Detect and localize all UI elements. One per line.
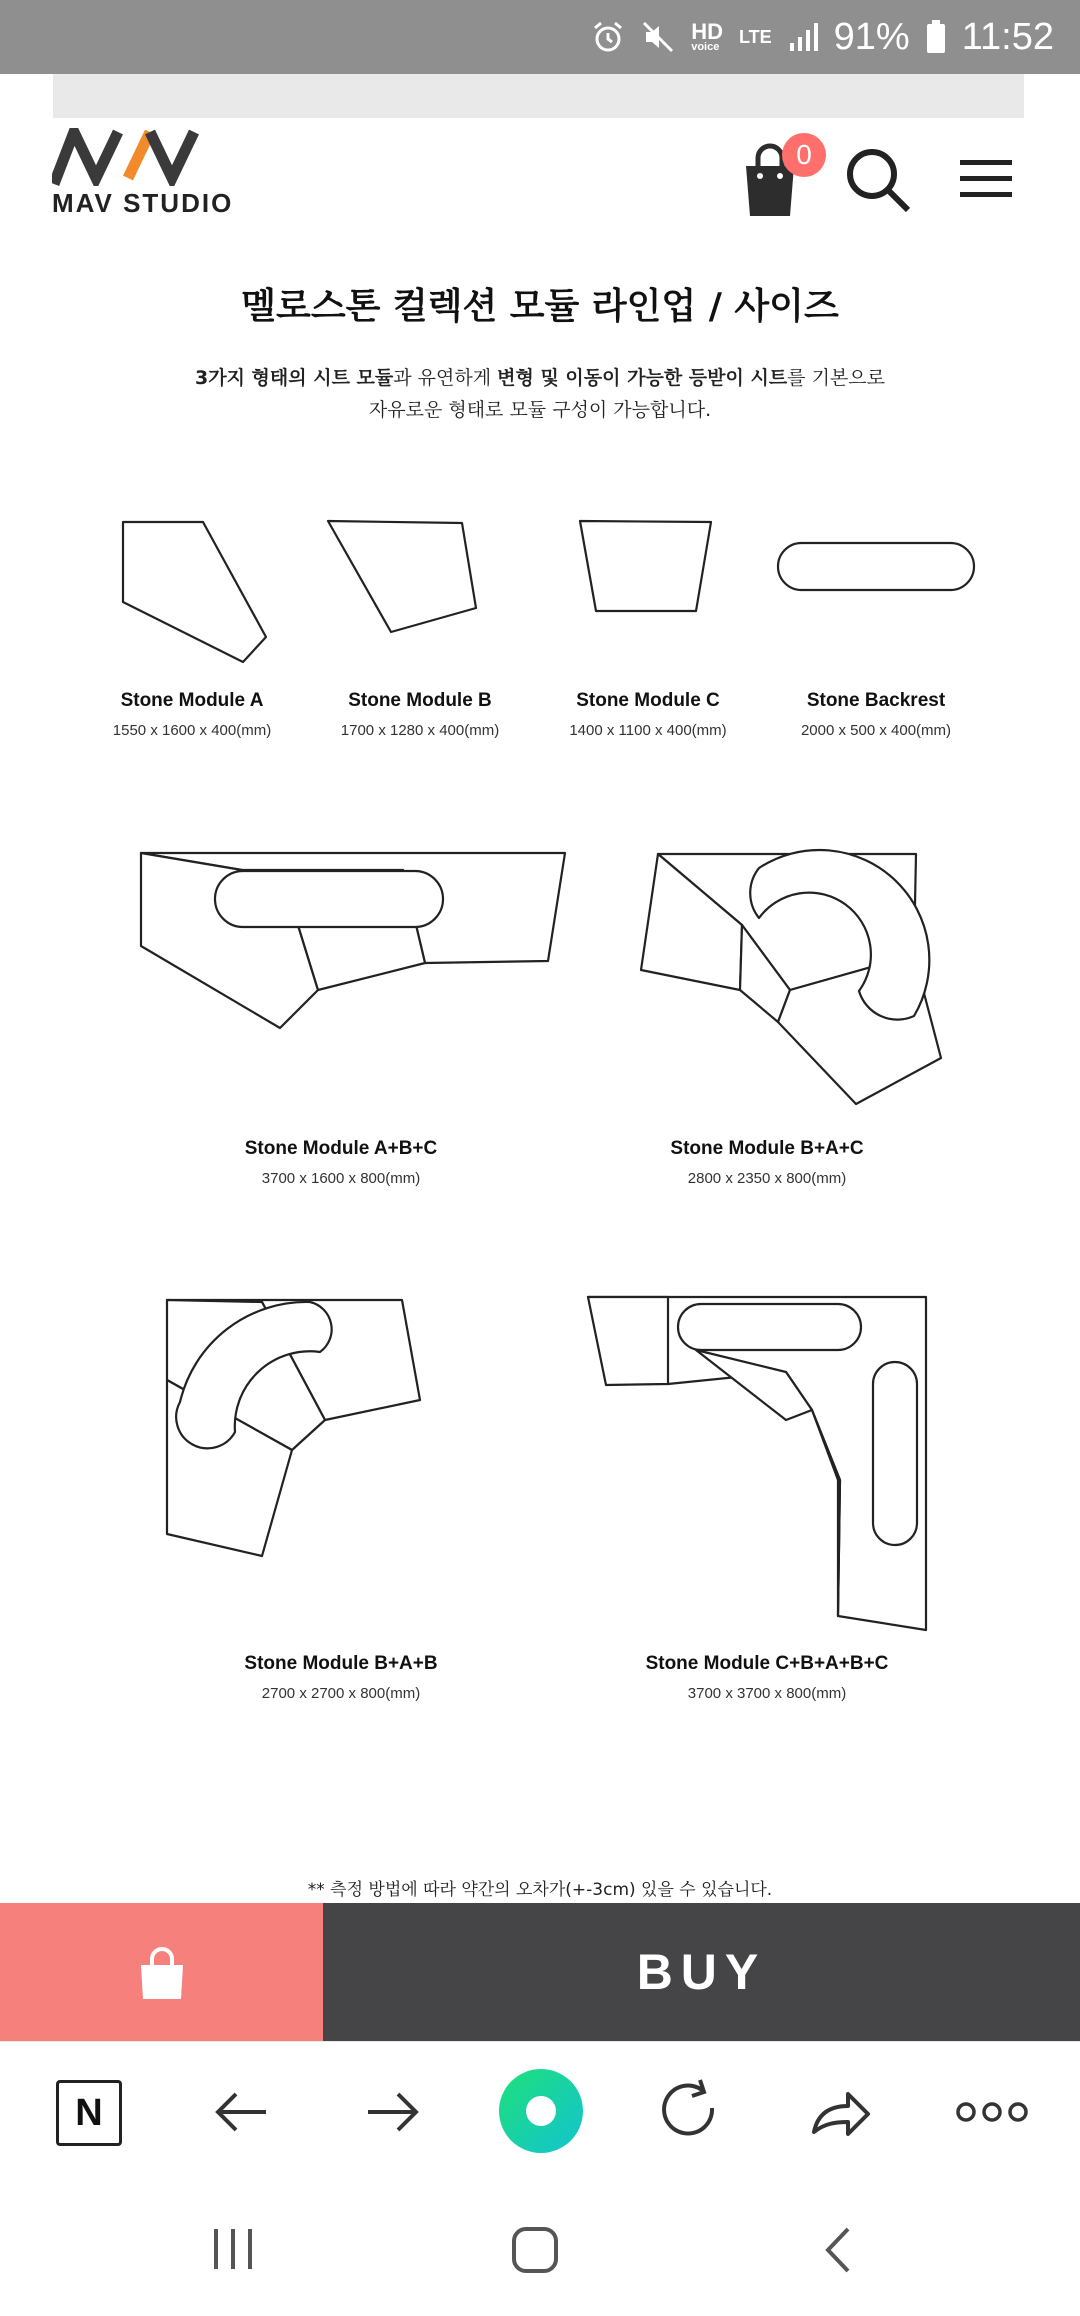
lte-indicator: LTE [738, 27, 772, 47]
browser-toolbar [0, 2041, 1080, 2182]
refresh-icon[interactable] [650, 2072, 730, 2152]
module-label: Stone Backrest 2000 x 500 x 400(mm) [800, 690, 952, 739]
back-arrow-icon[interactable] [202, 2072, 282, 2152]
battery-icon [926, 20, 946, 54]
module-label: Stone Module B 1700 x 1280 x 400(mm) [340, 690, 500, 739]
alarm-icon [591, 20, 625, 54]
more-options-icon[interactable] [952, 2072, 1032, 2152]
mute-icon [641, 20, 675, 54]
module-bac-shape [641, 850, 941, 1104]
module-label: Stone Module C+B+A+B+C 3700 x 3700 x 800(mm) [645, 1653, 889, 1702]
shopping-bag-icon [137, 1947, 187, 2001]
add-to-cart-button[interactable] [0, 1903, 323, 2041]
module-a-shape [123, 522, 266, 662]
module-label: Stone Module C 1400 x 1100 x 400(mm) [569, 690, 727, 739]
mav-logo-icon[interactable] [52, 128, 228, 186]
site-header [0, 118, 1080, 248]
module-diagram [0, 480, 1080, 1700]
buy-button[interactable]: BUY [323, 1903, 1080, 2041]
backrest-shape [778, 543, 974, 590]
signal-icon [788, 21, 818, 53]
module-c-shape [580, 521, 711, 611]
module-label: Stone Module A+B+C 3700 x 1600 x 800(mm) [244, 1138, 438, 1187]
cart-count-badge: 0 [782, 133, 826, 177]
page-title: 멜로스톤 컬렉션 모듈 라인업 / 사이즈 [241, 286, 839, 327]
clock: 11:52 [961, 15, 1054, 58]
page-description [0, 362, 1080, 426]
module-b-shape [328, 521, 476, 632]
module-label: Stone Module B+A+B 2700 x 2700 x 800(mm) [244, 1653, 438, 1702]
home-icon[interactable] [510, 2225, 560, 2275]
logo-text[interactable]: MAV STUDIO [52, 188, 234, 218]
measurement-note: ** 측정 방법에 따라 약간의 오차가(+-3cm) 있을 수 있습니다. [307, 1880, 773, 1900]
search-icon[interactable] [844, 144, 914, 214]
hamburger-menu-icon[interactable] [956, 154, 1016, 204]
forward-arrow-icon[interactable] [352, 2072, 432, 2152]
top-banner-strip [53, 74, 1024, 118]
module-abc-shape [141, 853, 565, 1028]
system-navigation-bar [0, 2181, 1080, 2316]
naver-home-button[interactable] [48, 2072, 128, 2152]
battery-percent: 91% [833, 15, 910, 58]
module-label: Stone Module B+A+C 2800 x 2350 x 800(mm) [670, 1138, 864, 1187]
system-back-icon[interactable] [818, 2225, 858, 2275]
recent-apps-icon[interactable] [210, 2225, 256, 2273]
green-dot-icon[interactable] [498, 2068, 584, 2154]
module-label: Stone Module A 1550 x 1600 x 400(mm) [112, 690, 272, 739]
module-cbabc-shape [588, 1297, 926, 1630]
hd-voice-indicator: HD voice [691, 18, 723, 53]
description-line-1: 3가지 형태의 시트 모듈과 유연하게 변형 및 이동이 가능한 등받이 시트를 기본으로 [195, 367, 885, 389]
share-arrow-icon[interactable] [800, 2072, 880, 2152]
module-bab-shape [167, 1300, 420, 1556]
n-icon: N [56, 2080, 122, 2146]
status-icons [591, 12, 1054, 62]
status-bar [0, 0, 1080, 74]
description-line-2: 자유로운 형태로 모듈 구성이 가능합니다. [368, 399, 712, 421]
